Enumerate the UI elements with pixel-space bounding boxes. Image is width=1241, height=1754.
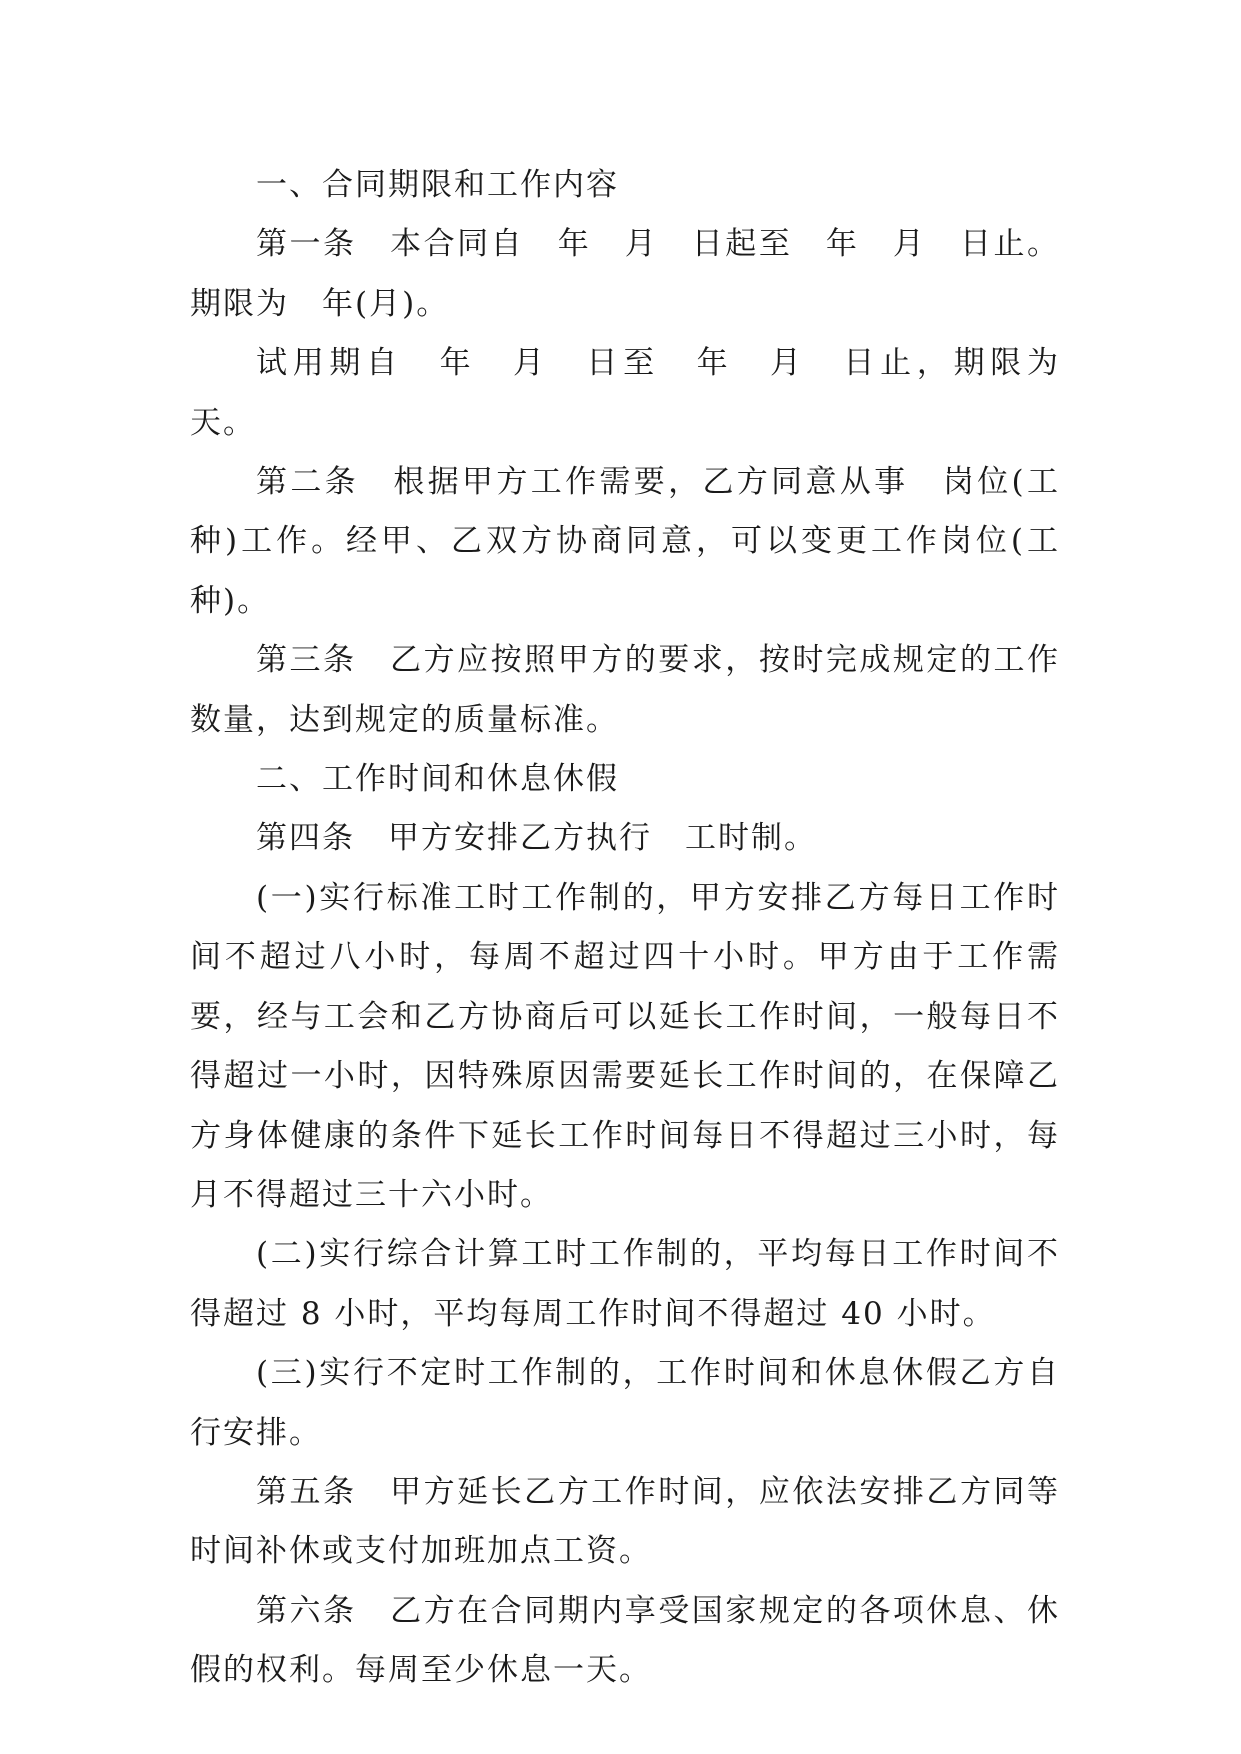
probation-period-paragraph: 试用期自 年 月 日至 年 月 日止，期限为 天。 [190,345,1093,441]
flexible-hours-paragraph: (三)实行不定时工作制的，工作时间和休息休假乙方自行安排。 [190,1355,1060,1451]
article-3-paragraph: 第三条 乙方应按照甲方的要求，按时完成规定的工作数量，达到规定的质量标准。 [190,642,1060,738]
document-body [190,156,1093,1701]
article-2-paragraph: 第二条 根据甲方工作需要，乙方同意从事 岗位(工种)工作。经甲、乙双方协商同意，可以变更工作岗位(工种)。 [190,464,1060,619]
comprehensive-hours-paragraph: (二)实行综合计算工时工作制的，平均每日工作时间不得超过 8 小时，平均每周工作时间不得超过 40 小时。 [190,1236,1060,1332]
article-6-paragraph: 第六条 乙方在合同期内享受国家规定的各项休息、休假的权利。每周至少休息一天。 [190,1592,1060,1689]
article-5-paragraph: 第五条 甲方延长乙方工作时间，应依法安排乙方同等时间补休或支付加班加点工资。 [190,1473,1060,1570]
standard-hours-paragraph: (一)实行标准工时工作制的，甲方安排乙方每日工作时间不超过八小时，每周不超过四十小时。甲方由于工作需要，经与工会和乙方协商后可以延长工作时间，一般每日不得超过一小时，因特殊原因需要延长工作时间的，在保障乙方身体健康的条件下延长工作时间每日不得超过三小时，每月不得超过三十六小时。 [190,879,1060,1213]
article-4-paragraph: 第四条 甲方安排乙方执行 工时制。 [256,820,817,857]
article-1-paragraph: 第一条 本合同自 年 月 日起至 年 月 日止。期限为 年(月)。 [190,226,1060,322]
section-heading-contract-term: 一、合同期限和工作内容 [256,167,619,203]
section-heading-working-hours: 二、工作时间和休息休假 [256,761,619,798]
